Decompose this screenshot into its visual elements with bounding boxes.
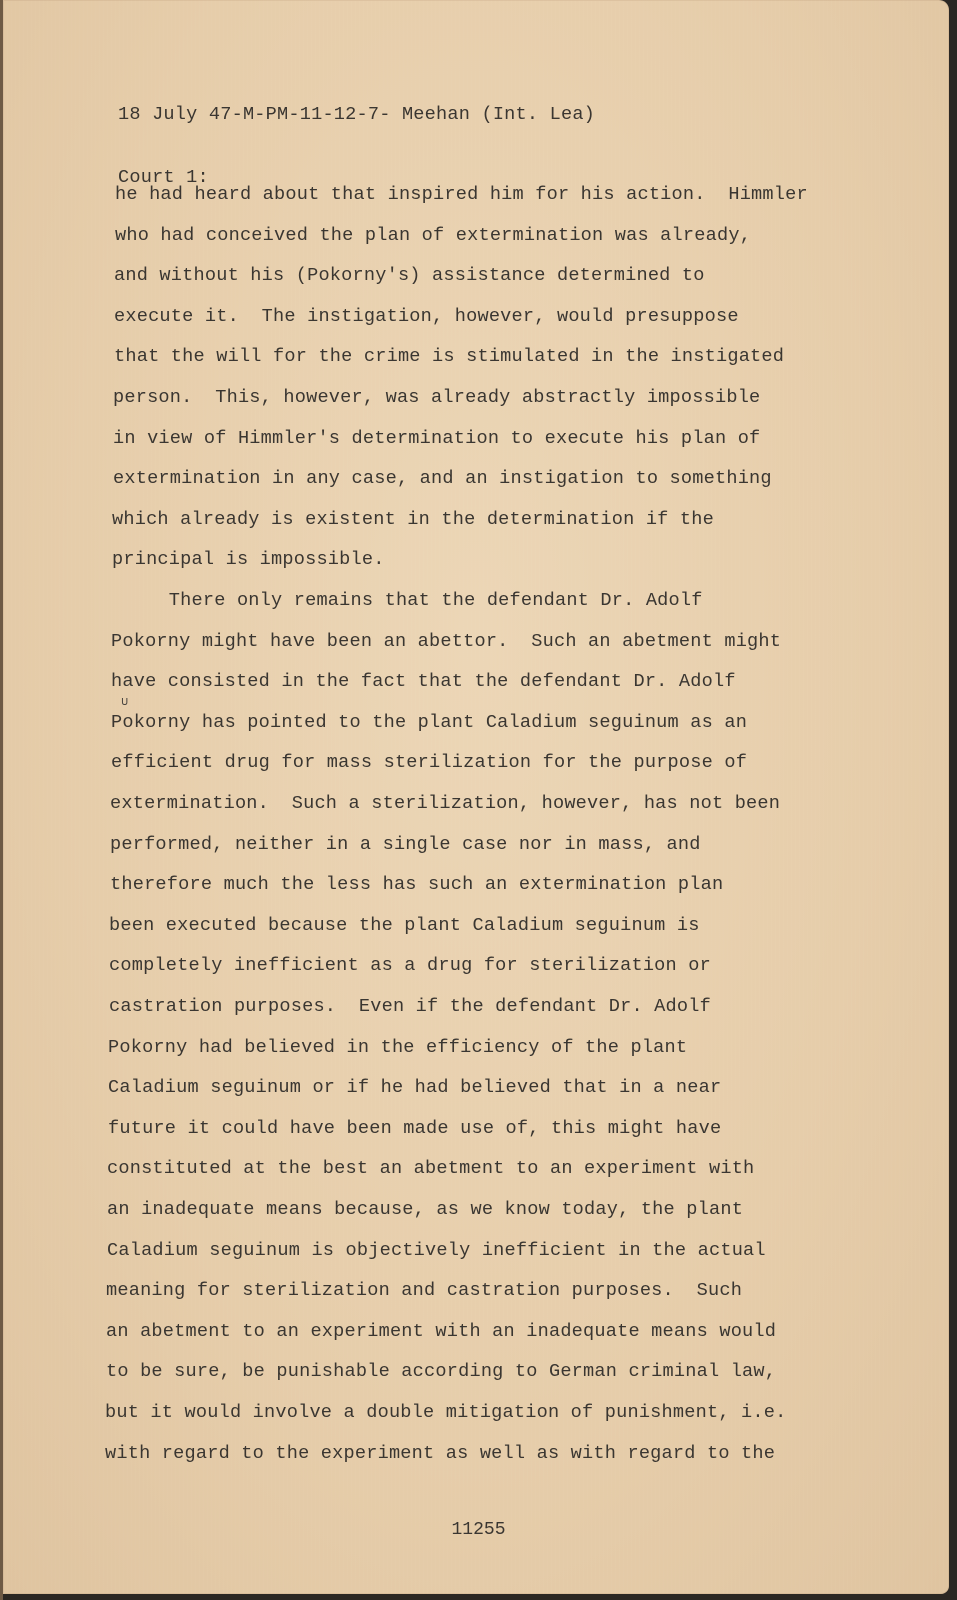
text-line: meaning for sterilization and castration purposes. Such (106, 1280, 743, 1301)
text-line: an inadequate means because, as we know today, the plant (107, 1199, 744, 1220)
text-line: been executed because the plant Caladium seguinum is (109, 915, 700, 936)
text-line: to be sure, be punishable according to German criminal law, (106, 1361, 777, 1382)
page-number: 11255 (451, 1520, 506, 1540)
text-line: have consisted in the fact that the defendant Dr. Adolf (111, 671, 736, 692)
text-line: he had heard about that inspired him for his action. Himmler (115, 184, 808, 205)
text-line: constituted at the best an abetment to an experiment with (107, 1158, 755, 1179)
text-line: an abetment to an experiment with an inadequate means would (106, 1321, 777, 1342)
text-line: person. This, however, was already abstractly impossible (113, 387, 761, 408)
text-line: Caladium seguinum or if he had believed that in a near (108, 1077, 722, 1098)
header-line-1: 18 July 47-M-PM-11-12-7- Meehan (Int. Lea) (118, 104, 596, 125)
text-line: castration purposes. Even if the defendant Dr. Adolf (109, 996, 711, 1017)
text-line: that the will for the crime is stimulated in the instigated (114, 346, 785, 367)
text-line: Caladium seguinum is objectively inefficient in the actual (107, 1240, 766, 1261)
text-line: Pokorny has pointed to the plant Caladium seguinum as an (111, 712, 748, 733)
text-line: which already is existent in the determination if the (112, 509, 714, 530)
text-line: Pokorny had believed in the efficiency of the plant (108, 1037, 688, 1058)
text-line: execute it. The instigation, however, would presuppose (114, 306, 739, 327)
header-line-2: Court 1: (118, 167, 209, 188)
text-line: efficient drug for mass sterilization for the purpose of (111, 752, 748, 773)
text-line: in view of Himmler's determination to execute his plan of (113, 428, 761, 449)
text-line: extermination. Such a sterilization, however, has not been (110, 793, 781, 814)
text-line: who had conceived the plan of extermination was already, (115, 225, 752, 246)
text-line: but it would involve a double mitigation of punishment, i.e. (105, 1402, 787, 1423)
text-line: therefore much the less has such an extermination plan (110, 874, 724, 895)
handwritten-umlaut-mark: ∪ (121, 695, 129, 709)
text-line: with regard to the experiment as well as with regard to the (105, 1443, 776, 1464)
text-line: There only remains that the defendant Dr. Adolf (112, 590, 703, 611)
text-line: extermination in any case, and an instigation to something (113, 468, 772, 489)
text-line: completely inefficient as a drug for sterilization or (109, 955, 711, 976)
text-line: future it could have been made use of, this might have (108, 1118, 722, 1139)
text-line: principal is impossible. (112, 549, 385, 570)
text-line: performed, neither in a single case nor in mass, and (110, 834, 701, 855)
text-line: and without his (Pokorny's) assistance determined to (114, 265, 705, 286)
text-line: Pokorny might have been an abettor. Such an abetment might (111, 631, 782, 652)
